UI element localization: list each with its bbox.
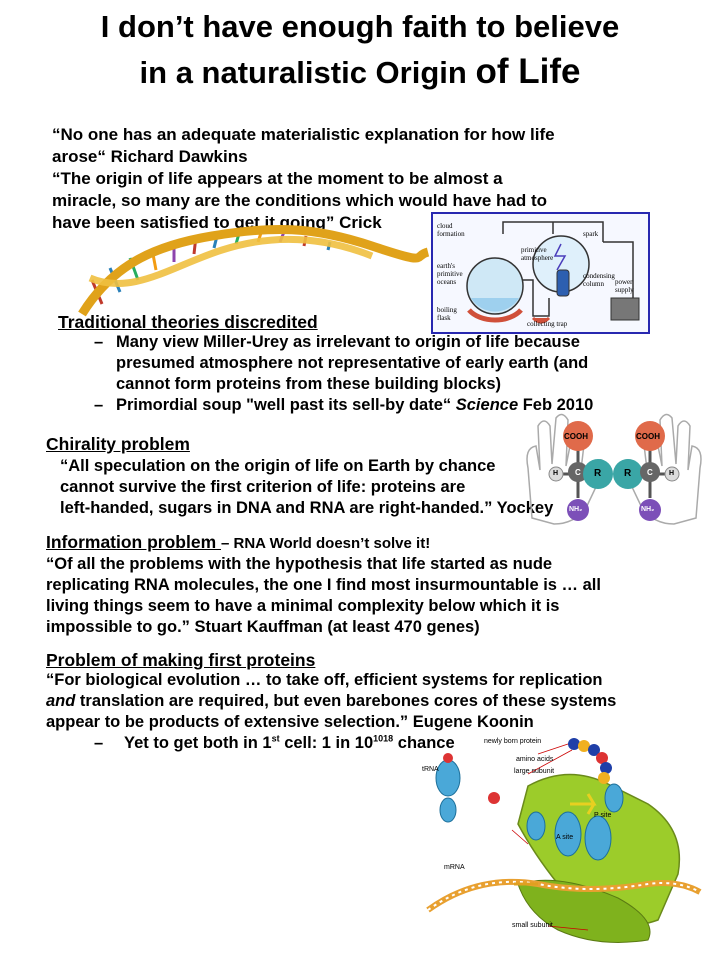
information-line-3: living things seem to have a minimal complexity below which it is	[46, 597, 560, 615]
left-c-label: C	[575, 468, 581, 477]
science-journal-name: Science	[455, 396, 519, 414]
label-mrna: mRNA	[444, 864, 465, 871]
traditional-bullet-1-line-1: Many view Miller-Urey as irrelevant to origin of life because	[116, 333, 580, 351]
ordinal-superscript: st	[271, 733, 280, 744]
label-amino-acids: amino acids	[516, 756, 554, 763]
traditional-bullet-2-text: Primordial soup "well past its sell-by date“	[116, 396, 456, 414]
label-oceans: oceans	[437, 278, 457, 286]
label-primitive-2: primitive	[437, 270, 463, 278]
proteins-line-3: appear to be products of extensive selection.” Eugene Koonin	[46, 713, 534, 731]
chiral-molecules-image	[514, 408, 714, 526]
right-cooh-label: COOH	[636, 432, 660, 441]
left-cooh-label: COOH	[564, 432, 588, 441]
proteins-line-2-italic: and	[46, 692, 76, 710]
label-formation: formation	[437, 230, 465, 238]
information-line-1: “Of all the problems with the hypothesis that life started as nude	[46, 555, 553, 573]
traditional-bullets	[94, 332, 593, 416]
traditional-heading: Traditional theories discredited	[58, 312, 318, 332]
left-h-label: H	[553, 470, 559, 477]
left-r-label: R	[594, 468, 602, 479]
title-line-2-prefix: in a naturalistic Origin	[139, 55, 476, 90]
miller-urey-diagram	[431, 212, 650, 334]
traditional-bullet-1	[94, 332, 593, 353]
traditional-bullet-1-line-3: cannot form proteins from these building blocks)	[116, 375, 502, 393]
crick-quote-line-3: have been satisfied to get it going” Crick	[52, 213, 382, 232]
apparatus-drawing	[433, 214, 648, 332]
label-column: column	[583, 280, 604, 288]
label-condensing-column	[583, 272, 615, 288]
label-earths: earth's	[437, 262, 455, 270]
right-r-label: R	[624, 468, 632, 479]
traditional-bullet-1-line-2: presumed atmosphere not representative of early earth (and	[116, 354, 589, 372]
label-primitive-atmosphere	[521, 246, 553, 262]
label-large-subunit: large subunit	[514, 768, 555, 775]
ribosome-illustration	[418, 734, 702, 950]
right-nh2-label: NH₂	[641, 506, 655, 513]
dawkins-quote-line-2: arose“ Richard Dawkins	[52, 147, 248, 166]
label-power: power	[615, 278, 633, 286]
information-heading-row	[46, 532, 430, 554]
label-boiling-flask	[437, 306, 457, 322]
label-cloud: cloud	[437, 222, 453, 230]
information-subheading: – RNA World doesn’t solve it!	[221, 535, 431, 552]
ribosome-drawing	[418, 734, 702, 950]
chirality-line-2: cannot survive the first criterion of life: proteins are	[60, 478, 466, 496]
koonin-quote	[46, 670, 616, 733]
hands-outline	[514, 408, 714, 526]
information-line-4: impossible to go.” Stuart Kauffman (at least 470 genes)	[46, 618, 480, 636]
chirality-line-1: “All speculation on the origin of life on Earth by chance	[60, 457, 496, 475]
proteins-line-2	[46, 691, 616, 712]
traditional-bullet-2-date: Feb 2010	[518, 396, 594, 414]
dna-helix-image	[72, 206, 432, 318]
label-supply: supply	[615, 286, 634, 294]
label-boiling: boiling	[437, 306, 457, 314]
chirality-heading: Chirality problem	[46, 434, 190, 454]
page-title	[0, 4, 720, 95]
label-power-supply	[615, 278, 634, 294]
proteins-line-1: “For biological evolution … to take off, efficient systems for replication	[46, 671, 603, 689]
label-newborn-protein: newly born protein	[484, 738, 542, 745]
right-c-label: C	[647, 468, 653, 477]
information-heading: Information problem	[46, 532, 221, 552]
label-small-subunit: small subunit	[512, 922, 553, 929]
label-p-site: P site	[594, 812, 612, 819]
label-cloud-formation	[437, 222, 465, 238]
right-h-label: H	[669, 470, 675, 477]
proteins-line-2-rest: translation are required, but even barebones cores of these systems	[75, 692, 617, 710]
chirality-line-3: left-handed, sugars in DNA and RNA are right-handed.” Yockey	[60, 499, 554, 517]
label-earths-oceans	[437, 262, 463, 286]
proteins-heading: Problem of making first proteins	[46, 650, 316, 670]
crick-quote-line-1: “The origin of life appears at the moment to be almost a	[52, 169, 503, 188]
chirality-quote	[60, 456, 553, 519]
proteins-bullet-text-a: Yet to get both in 1	[124, 734, 272, 752]
proteins-bullet	[94, 733, 455, 754]
exponent-superscript: 1018	[373, 733, 394, 744]
dash-icon: –	[94, 333, 104, 351]
kauffman-quote	[46, 554, 601, 638]
dawkins-quote-line-1: “No one has an adequate materialistic explanation for how life	[52, 125, 555, 144]
label-condensing: condensing	[583, 272, 615, 280]
title-line-1: I don’t have enough faith to believe	[100, 9, 620, 44]
label-a-site: A site	[556, 834, 574, 841]
left-nh2-label: NH₂	[569, 506, 583, 513]
label-spark: spark	[583, 230, 599, 238]
information-line-2: replicating RNA molecules, the one I find most insurmountable is … all	[46, 576, 601, 594]
proteins-bullet-text-c: chance	[393, 734, 455, 752]
dash-icon: –	[94, 396, 104, 414]
title-line-2	[0, 49, 720, 95]
label-atmosphere: atmosphere	[521, 254, 554, 262]
label-collecting-trap: collecting trap	[527, 320, 568, 328]
label-flask: flask	[437, 314, 451, 322]
crick-quote-line-2: miracle, so many are the conditions which would have had to	[52, 191, 547, 210]
dash-icon: –	[94, 734, 104, 752]
label-primitive: primitive	[521, 246, 547, 254]
proteins-bullet-text-b: cell: 1 in 10	[279, 734, 374, 752]
title-line-2-suffix: of Life	[475, 52, 581, 91]
label-trna: tRNA	[422, 766, 439, 773]
